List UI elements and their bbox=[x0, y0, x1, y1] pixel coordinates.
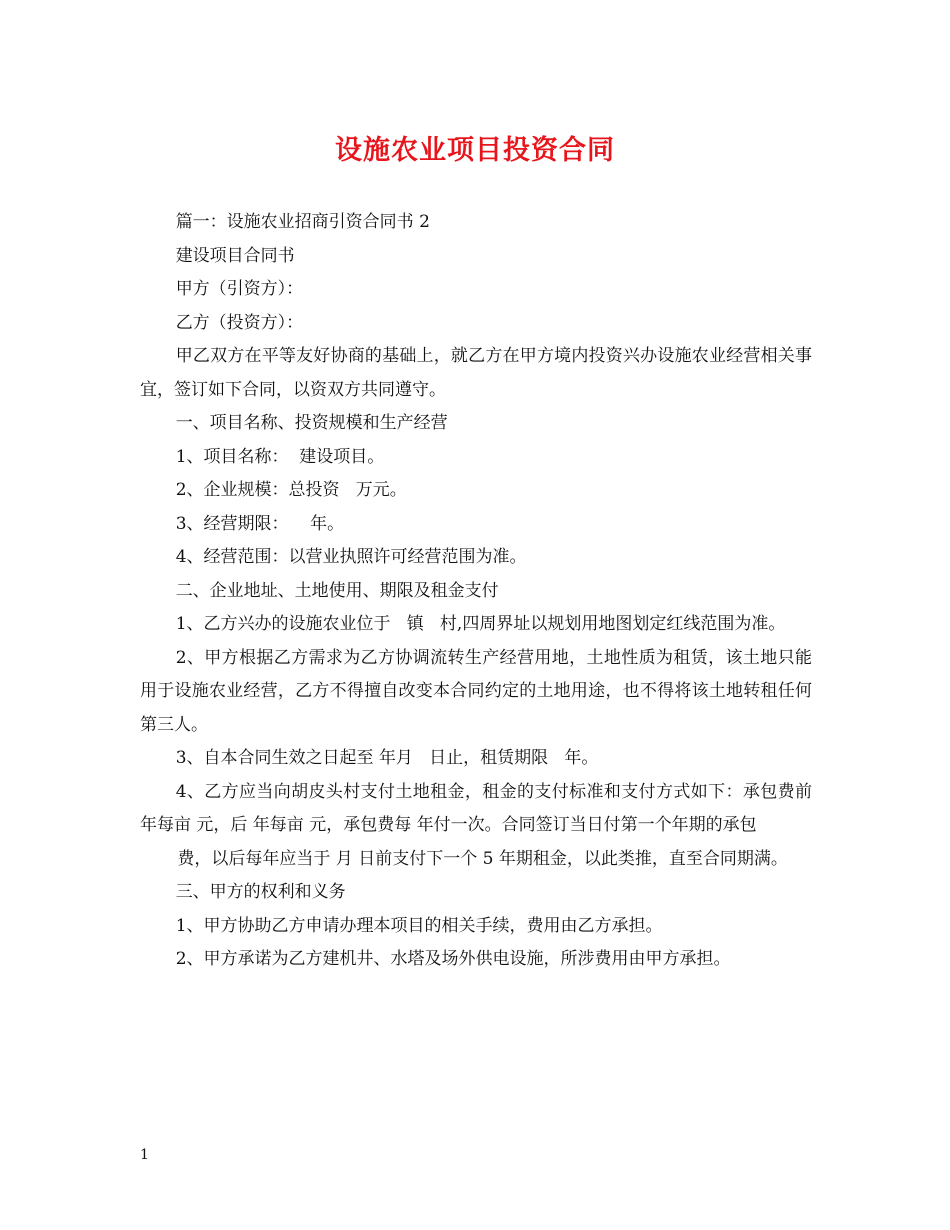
paragraph-clause-2-heading: 二、企业地址、土地使用、期限及租金支付 bbox=[175, 580, 499, 601]
paragraph-clause-1-1: 1、项目名称： 建设项目。 bbox=[175, 446, 385, 467]
paragraph-clause-3-heading: 三、甲方的权利和义务 bbox=[175, 882, 346, 902]
paragraph-party-a: 甲方（引资方）： bbox=[175, 279, 304, 299]
paragraph-section-heading: 篇一：设施农业招商引资合同书 2 bbox=[175, 212, 430, 232]
paragraph-clause-2-2: 2、甲方根据乙方需求为乙方协调流转生产经营用地，土地性质为租赁，该土地只能用于设施农业经营，乙方不得擅自改变本合同约定的土地用途，也不得将该土地转租任何第三人。 bbox=[140, 647, 812, 735]
paragraph-clause-3-2: 2、甲方承诺为乙方建机井、水塔及场外供电设施，所涉费用由甲方承担。 bbox=[175, 949, 731, 969]
paragraph-contract-name: 建设项目合同书 bbox=[175, 245, 295, 266]
paragraph-clause-2-3: 3、自本合同生效之日起至 年月 日止，租赁期限 年。 bbox=[175, 748, 599, 768]
paragraph-clause-2-4-continued: 费，以后每年应当于 月 日前支付下一个 5 年期租金，以此类推，直至合同期满。 bbox=[177, 848, 788, 869]
page-number: 1 bbox=[140, 1147, 149, 1163]
paragraph-clause-1-heading: 一、项目名称、投资规模和生产经营 bbox=[175, 413, 448, 433]
document-title: 设施农业项目投资合同 bbox=[335, 135, 615, 166]
paragraph-clause-1-3: 3、经营期限： 年。 bbox=[175, 513, 345, 534]
paragraph-clause-1-4: 4、经营范围：以营业执照许可经营范围为准。 bbox=[175, 547, 527, 567]
document-body bbox=[140, 206, 818, 977]
paragraph-party-b: 乙方（投资方）： bbox=[175, 312, 304, 333]
paragraph-clause-2-1: 1、乙方兴办的设施农业位于 镇 村,四周界址以规划用地图划定红线范围为准。 bbox=[175, 614, 786, 634]
paragraph-preamble: 甲乙双方在平等友好协商的基础上，就乙方在甲方境内投资兴办设施农业经营相关事宜，签订如下合同，以资双方共同遵守。 bbox=[140, 346, 812, 400]
paragraph-clause-3-1: 1、甲方协助乙方申请办理本项目的相关手续，费用由乙方承担。 bbox=[175, 915, 663, 936]
paragraph-clause-1-2: 2、企业规模：总投资 万元。 bbox=[175, 480, 407, 500]
paragraph-clause-2-4: 4、乙方应当向胡皮头村支付土地租金，租金的支付标准和支付方式如下：承包费前 年每亩 元，后 年每亩 元，承包费每 年付一次。合同签订当日付第一个年期的承包 bbox=[140, 781, 818, 835]
